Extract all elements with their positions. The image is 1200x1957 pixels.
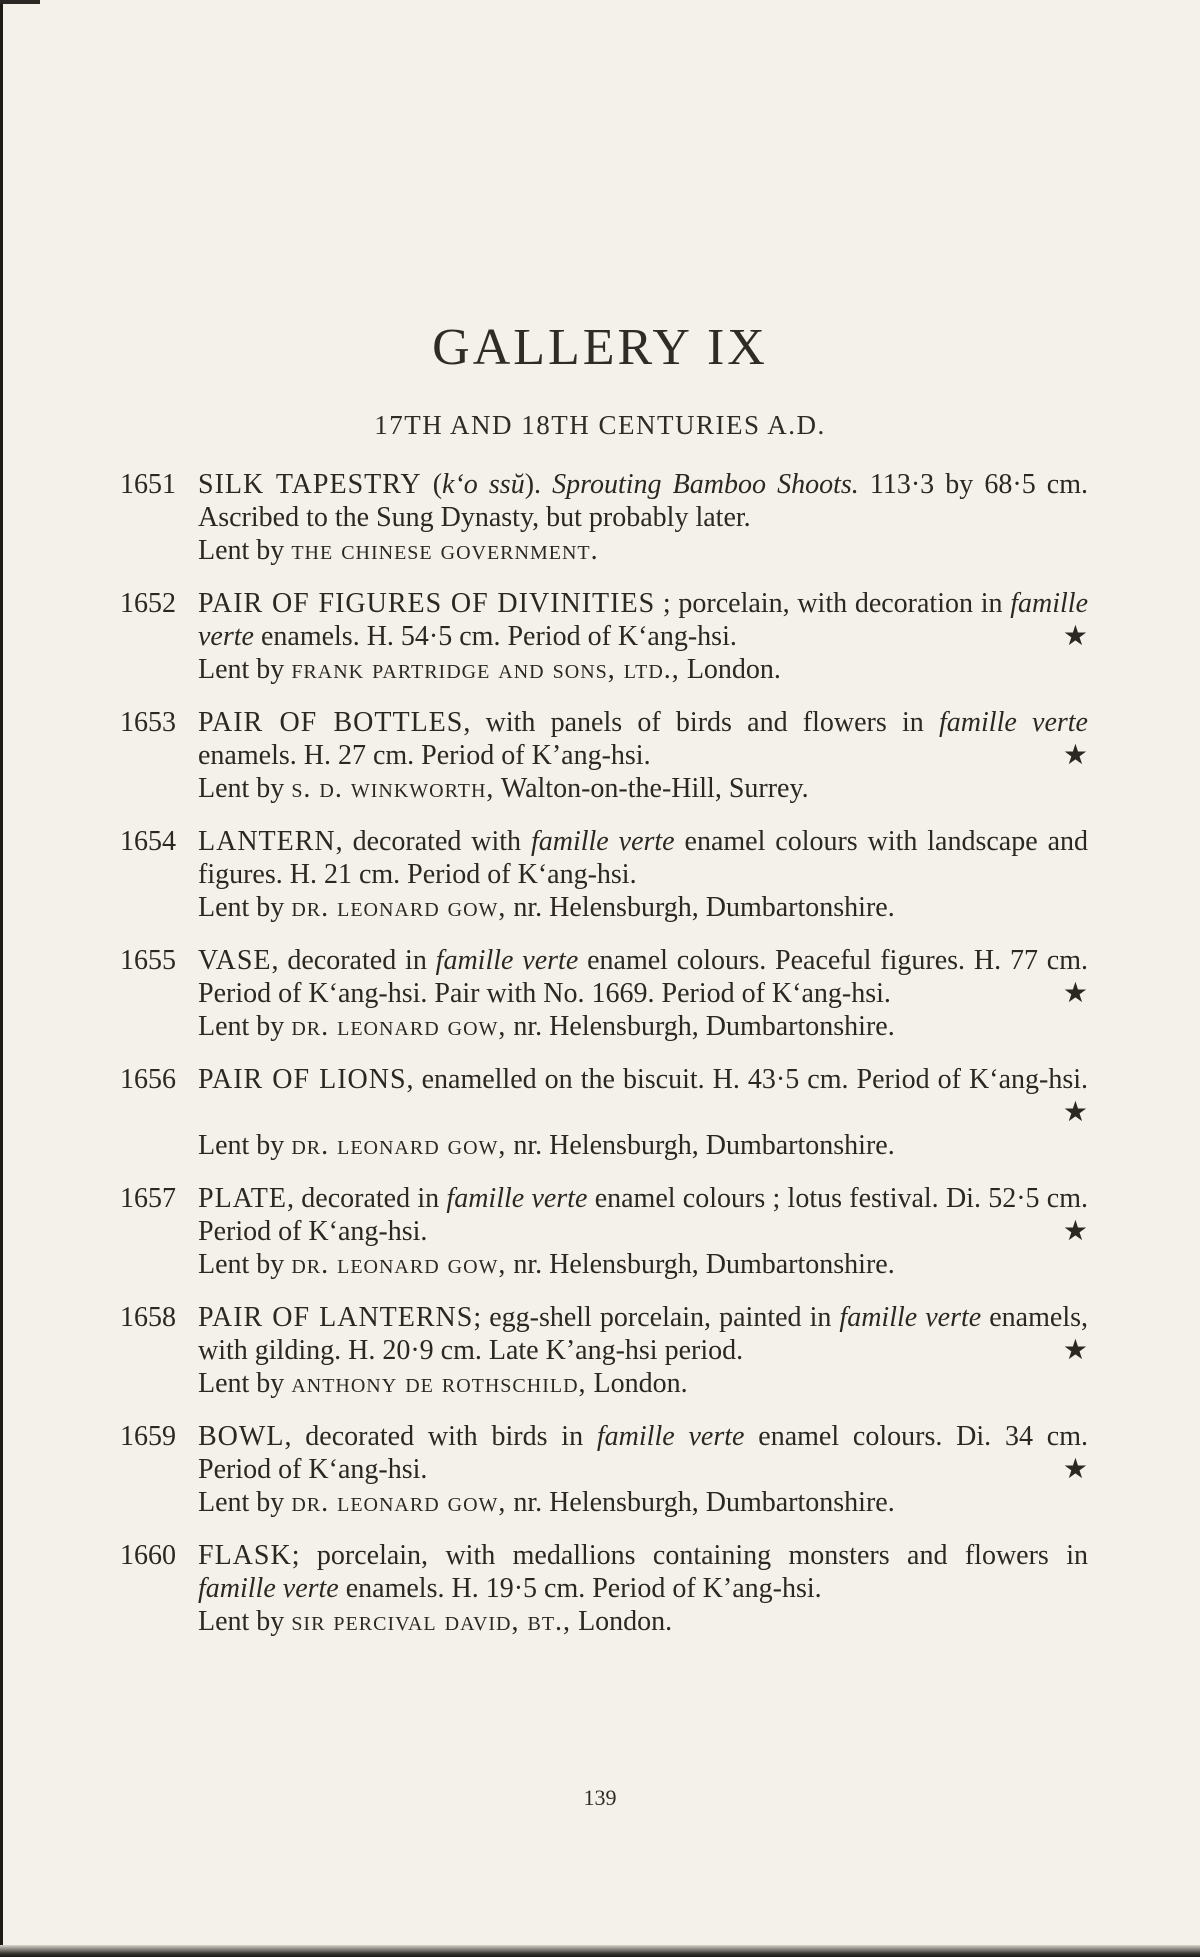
entry-title-separator: , (463, 707, 486, 738)
lent-by-label: Lent by (198, 1249, 292, 1280)
lender-name: anthony de rothschild, (291, 1368, 587, 1399)
lent-by-label: Lent by (198, 1130, 292, 1161)
entry-text: decorated with birds in (305, 1421, 597, 1452)
entry-text: 113·3 by 68·5 cm. Ascribed to the Sung Dynasty, but probably later. (198, 469, 1089, 533)
entry-description (198, 706, 1088, 772)
entry-title-separator: , (287, 1183, 302, 1214)
lender-location: nr. Helensburgh, Dumbartonshire. (506, 1130, 895, 1161)
star-icon: ★ (1062, 1335, 1088, 1366)
page-edge-top (0, 0, 40, 4)
lender-name: sir percival david, bt., (291, 1606, 572, 1637)
entry-title-separator: , (284, 1421, 306, 1452)
entry-number: 1652 (120, 588, 176, 619)
entry-title: VASE (198, 945, 272, 976)
entry-description (198, 587, 1088, 653)
star-icon: ★ (1062, 1454, 1088, 1485)
lent-by-label: Lent by (198, 1011, 292, 1042)
entry-description (198, 1539, 1088, 1605)
entry-italic-text: famille verte (446, 1183, 588, 1214)
entry-title: PAIR OF LIONS (198, 1064, 407, 1095)
catalogue-entry (120, 1301, 1088, 1400)
lender-line (198, 1248, 1088, 1281)
entry-title-separator: ; (473, 1302, 490, 1333)
lent-by-label: Lent by (198, 535, 292, 566)
entry-title: PAIR OF BOTTLES (198, 707, 464, 738)
entry-title: PAIR OF FIGURES OF DIVINITIES (198, 588, 656, 619)
catalogue-entries (120, 468, 1088, 1658)
entry-italic-text: famille verte (198, 588, 1089, 652)
lender-location: nr. Helensburgh, Dumbartonshire. (506, 892, 895, 923)
lender-line (198, 534, 1088, 567)
lender-name: dr. leonard gow, (291, 1130, 507, 1161)
entry-italic-text: famille verte (198, 1573, 339, 1604)
entry-italic-text: famille verte (596, 1421, 745, 1452)
page-number: 139 (583, 1785, 617, 1810)
entry-number: 1651 (120, 469, 176, 500)
entry-number: 1653 (120, 707, 176, 738)
lender-line (198, 1367, 1088, 1400)
star-icon: ★ (1062, 978, 1088, 1009)
entry-text: porcelain, with medallions containing monsters and flowers in (316, 1540, 1088, 1571)
entry-title-separator: , (406, 1064, 422, 1095)
entry-text: enamels. H. 54·5 cm. Period of K‘ang-hsi. (253, 621, 737, 652)
entry-number: 1656 (120, 1064, 176, 1095)
entry-title-separator: , (271, 945, 288, 976)
entry-italic-text: famille verte (839, 1302, 982, 1333)
entry-italic-text: k‘o ssŭ (442, 469, 525, 500)
star-icon: ★ (1062, 621, 1088, 652)
lender-line (198, 1010, 1088, 1043)
entry-text: decorated in (287, 945, 436, 976)
entry-number: 1655 (120, 945, 176, 976)
catalogue-entry (120, 1063, 1088, 1162)
lender-name: s. d. winkworth, (291, 773, 495, 804)
entry-number: 1654 (120, 826, 176, 857)
lent-by-label: Lent by (198, 654, 292, 685)
entry-number: 1657 (120, 1183, 176, 1214)
lender-line (198, 1605, 1088, 1638)
entry-title: BOWL (198, 1421, 285, 1452)
lent-by-label: Lent by (198, 892, 292, 923)
entry-text: with panels of birds and flowers in (485, 707, 940, 738)
entry-title: FLASK (198, 1540, 292, 1571)
entry-text: enamel colours with landscape and figures. H. 21 cm. Period of K‘ang-hsi. (198, 826, 1088, 890)
entry-description (198, 1182, 1088, 1248)
entry-italic-text: Sprouting Bamboo Shoots. (552, 469, 859, 500)
star-icon: ★ (1062, 1216, 1088, 1247)
entry-text: egg-shell porcelain, painted in (489, 1302, 840, 1333)
entry-italic-text: famille verte (530, 826, 675, 857)
catalogue-entry (120, 944, 1088, 1043)
entry-title-separator: , (335, 826, 353, 857)
entry-text: enamel colours. Di. 34 cm. Period of K‘ang-hsi. (198, 1421, 1089, 1485)
lender-line (198, 1129, 1088, 1162)
entry-description (198, 944, 1088, 1010)
lender-location: nr. Helensburgh, Dumbartonshire. (506, 1011, 895, 1042)
lender-line (198, 653, 1088, 686)
entry-number: 1659 (120, 1421, 176, 1452)
lender-location: London. (679, 654, 781, 685)
entry-title-separator (422, 469, 433, 500)
entry-title-separator: ; (655, 588, 679, 619)
entry-title-separator: ; (291, 1540, 317, 1571)
star-icon: ★ (1062, 1097, 1088, 1128)
lender-location: nr. Helensburgh, Dumbartonshire. (506, 1487, 895, 1518)
gallery-title: GALLERY IX (432, 319, 768, 376)
lent-by-label: Lent by (198, 1487, 292, 1518)
entry-title: SILK TAPESTRY (198, 469, 422, 500)
lender-line (198, 772, 1088, 805)
entry-text: enamels, with gilding. H. 20·9 cm. Late K’ang-hsi period. (198, 1302, 1088, 1366)
entry-text: enamel colours ; lotus festival. Di. 52·5 cm. Period of K‘ang-hsi. (198, 1183, 1089, 1247)
period-subtitle: 17TH AND 18TH CENTURIES A.D. (374, 410, 826, 440)
page-edge-bottom (0, 1945, 1200, 1957)
entry-number: 1660 (120, 1540, 176, 1571)
catalogue-entry (120, 1420, 1088, 1519)
lender-name: dr. leonard gow, (291, 892, 507, 923)
lender-location: nr. Helensburgh, Dumbartonshire. (506, 1249, 895, 1280)
catalogue-entry (120, 587, 1088, 686)
entry-text: enamels. H. 27 cm. Period of K’ang-hsi. (198, 740, 651, 771)
entry-description (198, 825, 1088, 891)
lent-by-label: Lent by (198, 773, 292, 804)
entry-description (198, 1301, 1088, 1367)
entry-description (198, 468, 1088, 534)
entry-text: enamelled on the biscuit. H. 43·5 cm. Period of K‘ang-hsi. (421, 1064, 1089, 1095)
catalogue-entry (120, 825, 1088, 924)
catalogue-entry (120, 706, 1088, 805)
lender-location: London. (571, 1606, 673, 1637)
lender-line (198, 1486, 1088, 1519)
lender-name: dr. leonard gow, (291, 1487, 507, 1518)
lent-by-label: Lent by (198, 1606, 292, 1637)
entry-italic-text: famille verte (435, 945, 579, 976)
entry-text: porcelain, with decoration in (678, 588, 1011, 619)
entry-text: decorated in (301, 1183, 447, 1214)
entry-number: 1658 (120, 1302, 176, 1333)
entry-text: decorated with (352, 826, 531, 857)
lender-name: dr. leonard gow, (291, 1249, 507, 1280)
entry-text: enamels. H. 19·5 cm. Period of K’ang-hsi. (338, 1573, 822, 1604)
lender-location: Walton-on-the-Hill, Surrey. (494, 773, 809, 804)
lender-line (198, 891, 1088, 924)
catalogue-entry (120, 1182, 1088, 1281)
catalogue-entry (120, 468, 1088, 567)
lender-name: frank partridge and sons, ltd., (291, 654, 680, 685)
lender-name: dr. leonard gow, (291, 1011, 507, 1042)
entry-text: enamel colours. Peaceful figures. H. 77 cm. Period of K‘ang-hsi. Pair with No. 1669. Period of K‘ang-hsi. (198, 945, 1089, 1009)
star-icon: ★ (1062, 740, 1088, 771)
lender-location: London. (586, 1368, 688, 1399)
entry-text: ( (432, 469, 443, 500)
entry-text: ). (524, 469, 553, 500)
entry-title: LANTERN (198, 826, 336, 857)
lender-name: the chinese government. (291, 535, 599, 566)
entry-title: PLATE (198, 1183, 287, 1214)
entry-description (198, 1063, 1088, 1129)
entry-title: PAIR OF LANTERNS (198, 1302, 474, 1333)
page-edge-left (0, 0, 3, 1957)
entry-description (198, 1420, 1088, 1486)
lent-by-label: Lent by (198, 1368, 292, 1399)
catalogue-entry (120, 1539, 1088, 1638)
entry-italic-text: famille verte (939, 707, 1088, 738)
